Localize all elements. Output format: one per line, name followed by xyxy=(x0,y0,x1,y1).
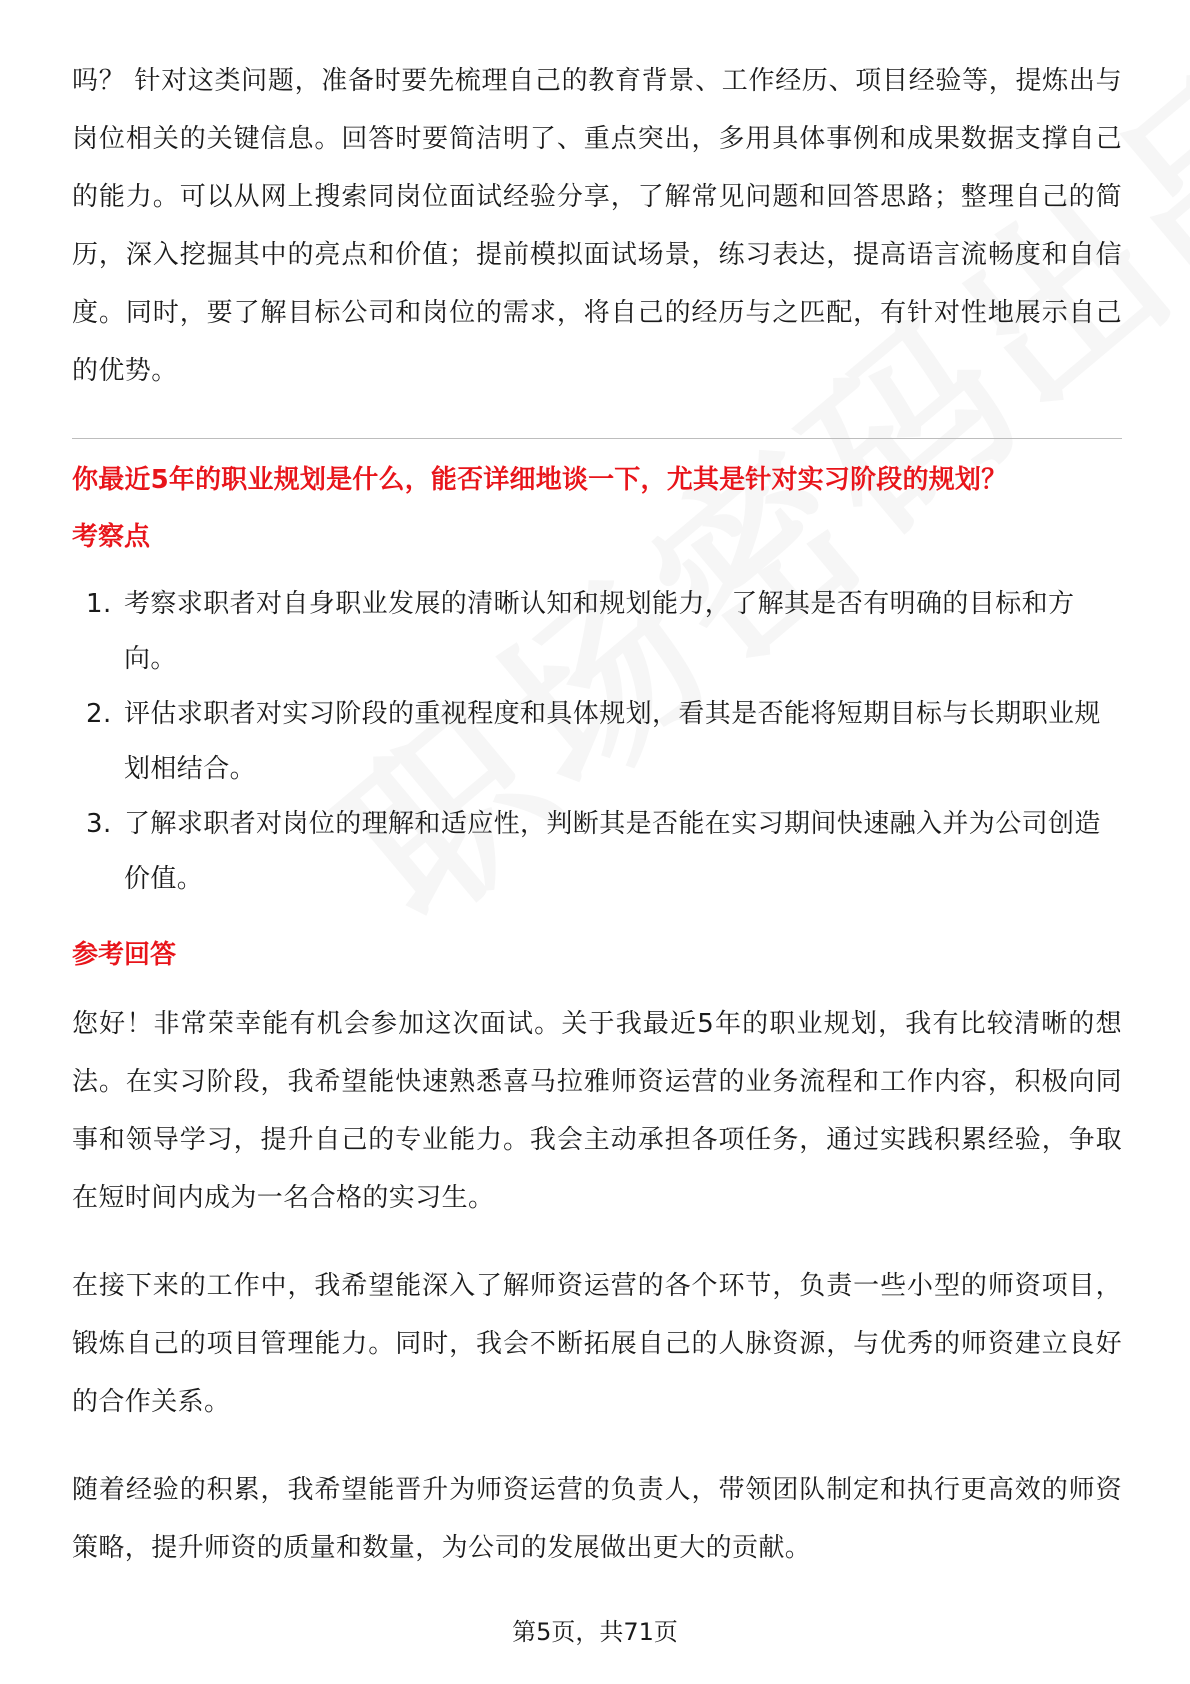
interview-question: 你最近5年的职业规划是什么，能否详细地谈一下，尤其是针对实习阶段的规划？ xyxy=(72,465,1008,495)
list-item xyxy=(72,577,1122,687)
page-content xyxy=(72,52,1122,1577)
list-item-number: 3. xyxy=(86,809,112,839)
list-item xyxy=(72,687,1122,797)
assessment-heading: 考察点 xyxy=(72,522,151,552)
list-item-number: 2. xyxy=(86,699,112,729)
list-item-text: 了解求职者对岗位的理解和适应性，判断其是否能在实习期间快速融入并为公司创造价值。 xyxy=(124,809,1101,894)
section-divider xyxy=(72,438,1122,439)
list-item-text: 评估求职者对实习阶段的重视程度和具体规划，看其是否能将短期目标与长期职业规划相结合。 xyxy=(124,699,1101,784)
reference-paragraph-3: 随着经验的积累，我希望能晋升为师资运营的负责人，带领团队制定和执行更高效的师资策略，提升师资的质量和数量，为公司的发展做出更大的贡献。 xyxy=(72,1475,1122,1563)
list-item-text: 考察求职者对自身职业发展的清晰认知和规划能力，了解其是否有明确的目标和方向。 xyxy=(124,589,1075,674)
assessment-list xyxy=(72,577,1122,907)
list-item-number: 1. xyxy=(86,589,112,619)
intro-paragraph: 吗？ 针对这类问题，准备时要先梳理自己的教育背景、工作经历、项目经验等，提炼出与岗位相关的关键信息。回答时要简洁明了、重点突出，多用具体事例和成果数据支撑自己的能力。可以从网上搜索同岗位面试经验分享，了解常见问题和回答思路；整理自己的简历，深入挖掘其中的亮点和价值；提前模拟面试场景，练习表达，提高语言流畅度和自信度。同时，要了解目标公司和岗位的需求，将自己的经历与之匹配，有针对性地展示自己的优势。 xyxy=(72,66,1122,386)
page-footer: 第5页，共71页 xyxy=(512,1618,678,1646)
list-item xyxy=(72,797,1122,907)
reference-heading: 参考回答 xyxy=(72,940,177,970)
reference-paragraph-1: 您好！非常荣幸能有机会参加这次面试。关于我最近5年的职业规划，我有比较清晰的想法。在实习阶段，我希望能快速熟悉喜马拉雅师资运营的业务流程和工作内容，积极向同事和领导学习，提升自己的专业能力。我会主动承担各项任务，通过实践积累经验，争取在短时间内成为一名合格的实习生。 xyxy=(72,1009,1122,1213)
reference-paragraph-2: 在接下来的工作中，我希望能深入了解师资运营的各个环节，负责一些小型的师资项目，锻炼自己的项目管理能力。同时，我会不断拓展自己的人脉资源，与优秀的师资建立良好的合作关系。 xyxy=(72,1271,1122,1417)
